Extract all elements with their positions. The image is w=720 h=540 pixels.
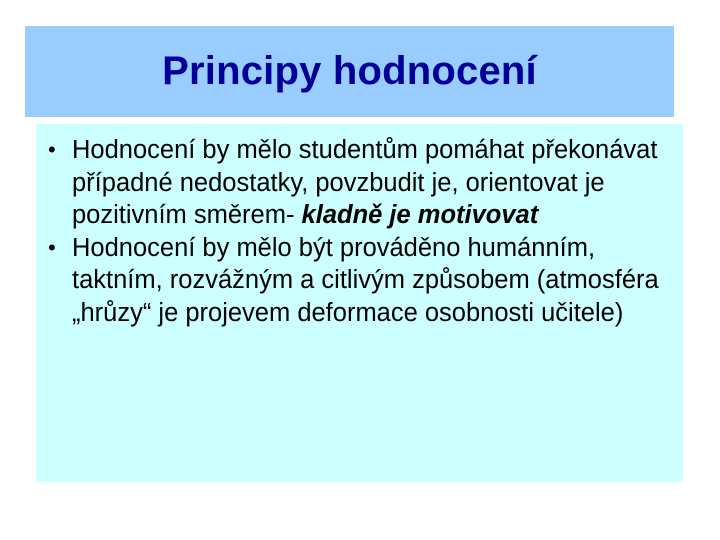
slide-title: Principy hodnocení <box>162 49 537 93</box>
list-item <box>48 232 678 330</box>
content-box <box>36 124 683 482</box>
bullet-list <box>48 134 678 329</box>
bullet-text: Hodnocení by mělo být prováděno humánním, taktním, rozvážným a citlivým způsobem (atmosféra „hrůzy“ je projevem deformace osobnosti učitele) <box>72 233 659 327</box>
bullet-emphasis: kladně je motivovat <box>301 201 539 229</box>
title-box <box>25 26 674 117</box>
list-item <box>48 134 678 232</box>
bullet-icon: • <box>48 137 56 162</box>
bullet-text: Hodnocení by mělo studentům pomáhat překonávat případné nedostatky, povzbudit je, orientovat je pozitivním směrem- <box>72 136 658 229</box>
bullet-icon: • <box>48 234 56 260</box>
